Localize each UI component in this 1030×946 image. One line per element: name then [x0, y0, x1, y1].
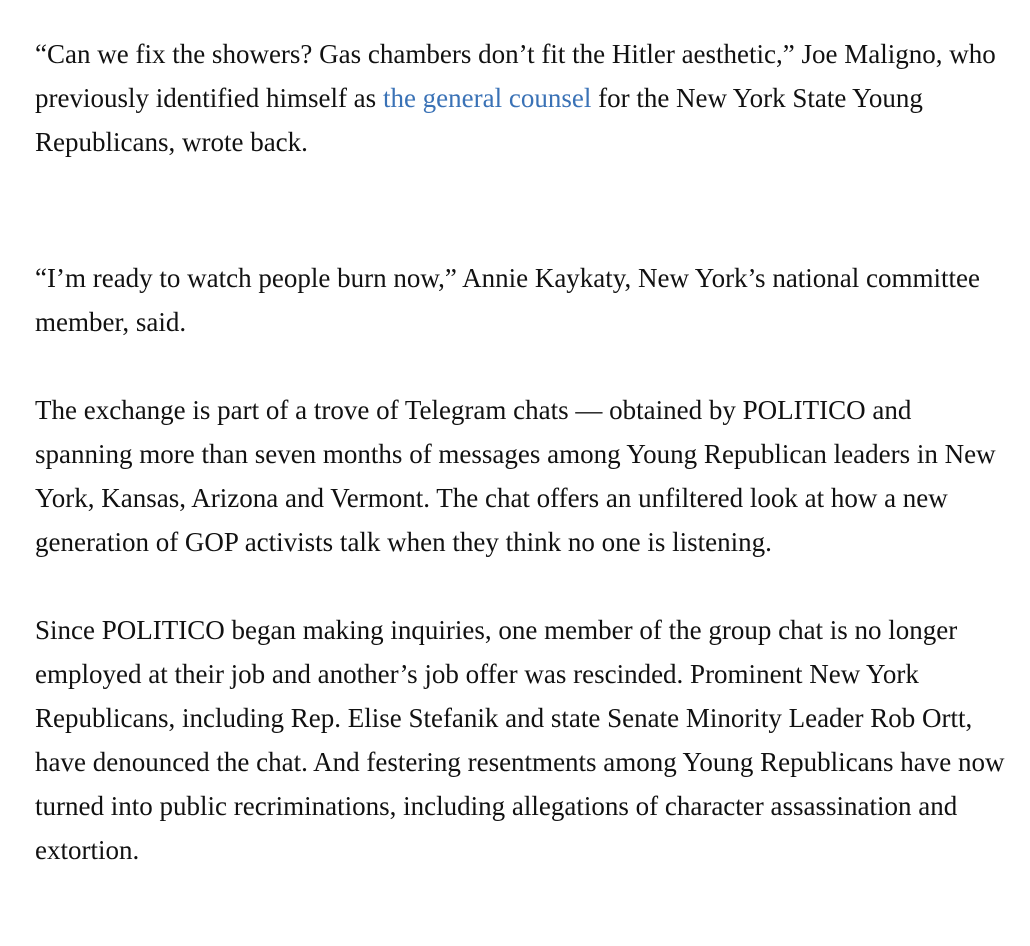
- general-counsel-link[interactable]: the general counsel: [382, 83, 592, 113]
- paragraph-spacer: [35, 164, 1015, 256]
- paragraph-showers-quote: [35, 32, 1015, 164]
- paragraph-text-after-link: for the New York State Young Republicans, wrote back.: [35, 83, 923, 157]
- paragraph-inquiries: Since POLITICO began making inquiries, one member of the group chat is no longer employed at their job and another’s job offer was rescinded. Prominent New York Republicans, including Rep. Elise Stefanik and state Senate Minority Leader Rob Ortt, have denounced the chat. And festering resentments among Young Republicans have now turned into public recriminations, including allegations of character assassination and extortion.: [35, 615, 1005, 865]
- article-body: [35, 32, 1015, 872]
- paragraph-telegram-trove: The exchange is part of a trove of Telegram chats — obtained by POLITICO and spanning more than seven months of messages among Young Republican leaders in New York, Kansas, Arizona and Vermont. The chat offers an unfiltered look at how a new generation of GOP activists talk when they think no one is listening.: [35, 395, 996, 557]
- paragraph-text-before-link: “Can we fix the showers? Gas chambers don’t fit the Hitler aesthetic,” Joe Maligno, who previously identified himself as: [35, 39, 996, 113]
- paragraph-spacer: [35, 344, 1015, 388]
- paragraph-burn-quote: “I’m ready to watch people burn now,” Annie Kaykaty, New York’s national committee member, said.: [35, 263, 980, 337]
- paragraph-spacer: [35, 564, 1015, 608]
